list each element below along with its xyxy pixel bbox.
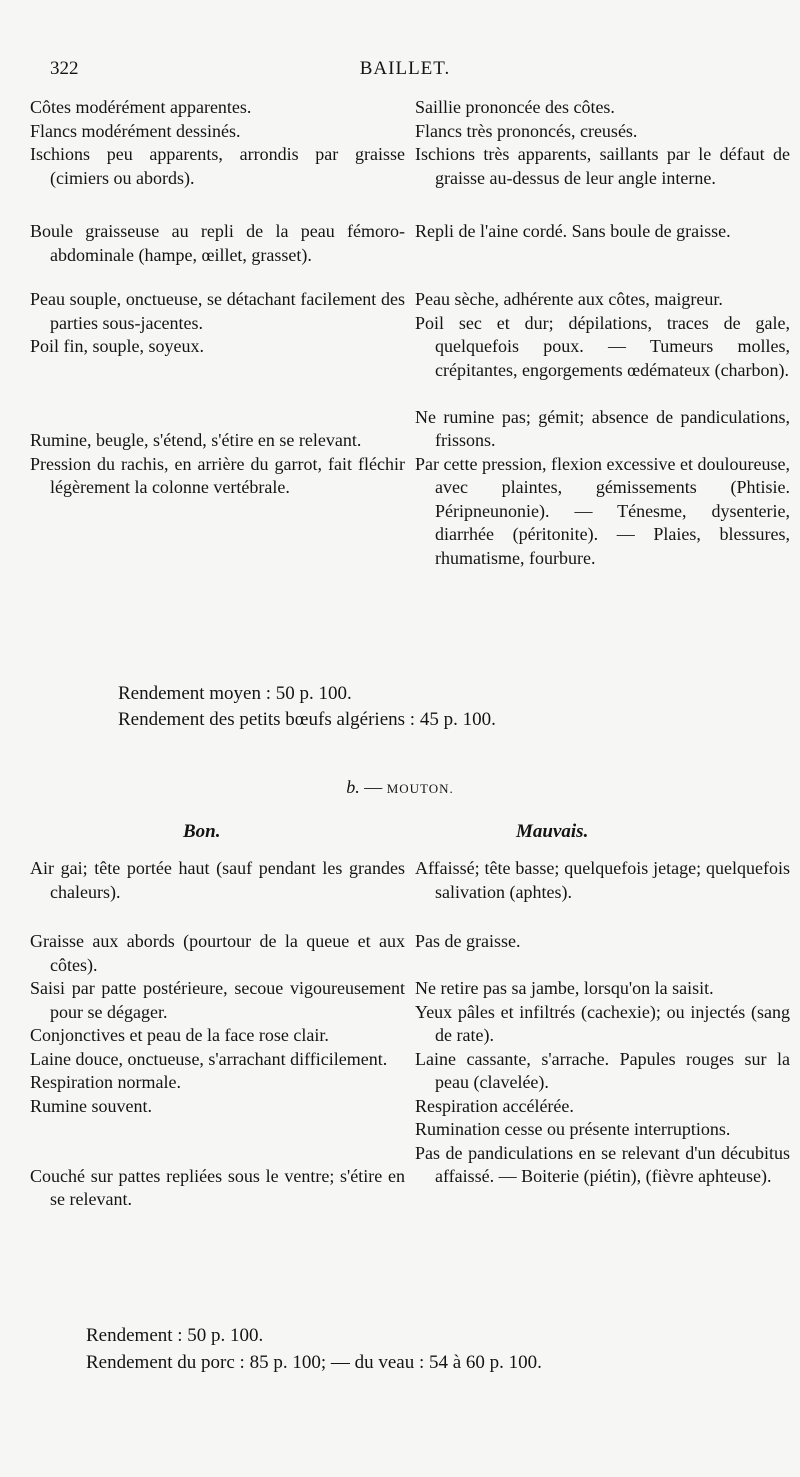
- running-title: BAILLET.: [359, 58, 451, 79]
- right-entry: Ne retire pas sa jambe, lorsqu'on la saisit.: [415, 978, 714, 998]
- left-entry: Peau souple, onctueuse, se détachant facilement des parties sous-jacentes.: [30, 289, 405, 333]
- section-b-title: MOUTON.: [386, 781, 454, 796]
- right-entry: Ischions très apparents, saillants par le défaut de graisse au-dessus de leur angle interne.: [415, 144, 790, 188]
- left-entry: Rumine souvent.: [30, 1095, 152, 1116]
- section-a-right-column: [415, 96, 790, 570]
- left-entry: Pression du rachis, en arrière du garrot, fait fléchir légèrement la colonne vertébrale.: [30, 453, 405, 497]
- left-entry: Couché sur pattes repliées sous le ventre; s'étire en se relevant.: [30, 1165, 405, 1209]
- left-entry: Laine douce, onctueuse, s'arrachant difficilement.: [30, 1048, 388, 1069]
- section-b-heading: [0, 777, 800, 798]
- right-entry: Affaissé; tête basse; quelquefois jetage; quelquefois salivation (aphtes).: [415, 858, 790, 902]
- section-b-columns: [30, 857, 790, 1212]
- section-a-columns: [30, 96, 790, 570]
- left-entry: Respiration normale.: [30, 1072, 181, 1092]
- left-entry: Saisi par patte postérieure, secoue vigoureusement pour se dégager.: [30, 978, 405, 1022]
- section-a-left-column: [30, 96, 405, 570]
- rendement-line: Rendement du porc : 85 p. 100; — du veau : 54 à 60 p. 100.: [86, 1352, 542, 1373]
- page-header: [50, 58, 760, 88]
- rendement-line: Rendement moyen : 50 p. 100.: [118, 683, 352, 704]
- column-heading-good: Bon.: [183, 821, 221, 842]
- left-entry: Ischions peu apparents, arrondis par graisse (cimiers ou abords).: [30, 144, 405, 188]
- right-entry: Ne rumine pas; gémit; absence de pandiculations, frissons.: [415, 406, 790, 450]
- rendement-line: Rendement des petits bœufs algériens : 45 p. 100.: [118, 709, 496, 730]
- rendement-line: Rendement : 50 p. 100.: [86, 1325, 264, 1346]
- right-entry: Par cette pression, flexion excessive et douloureuse, avec plaintes, gémissements (Phtisie. Péripneunonie). — Ténesme, dysenterie, diarrhée (péritonite). — Plaies, blessures, rhumatisme, fourbure.: [415, 453, 790, 568]
- left-entry: Conjonctives et peau de la face rose clair.: [30, 1025, 329, 1045]
- right-entry: Flancs très prononcés, creusés.: [415, 120, 638, 141]
- left-entry: Flancs modérément dessinés.: [30, 120, 241, 141]
- right-entry: Pas de graisse.: [415, 931, 521, 951]
- right-entry: Laine cassante, s'arrache. Papules rouges sur la peau (clavelée).: [415, 1048, 790, 1092]
- section-b-left-column: [30, 857, 405, 1212]
- column-heading-bad: Mauvais.: [516, 821, 589, 842]
- right-entry: Poil sec et dur; dépilations, traces de gale, quelquefois poux. — Tumeurs molles, crépitantes, engorgements œdémateux (charbon).: [415, 312, 790, 380]
- left-entry: Côtes modérément apparentes.: [30, 97, 252, 117]
- section-b-right-column: [415, 857, 790, 1212]
- left-entry: Graisse aux abords (pourtour de la queue et aux côtes).: [30, 931, 405, 975]
- left-entry: Rumine, beugle, s'étend, s'étire en se relevant.: [30, 430, 362, 450]
- left-entry: Poil fin, souple, soyeux.: [30, 336, 204, 356]
- section-b-letter: b.: [346, 777, 360, 797]
- right-entry: Respiration accélérée.: [415, 1095, 574, 1116]
- left-entry: Air gai; tête portée haut (sauf pendant les grandes chaleurs).: [30, 858, 405, 902]
- section-b-dash: —: [359, 777, 387, 797]
- right-entry: Saillie prononcée des côtes.: [415, 97, 615, 117]
- right-entry: Rumination cesse ou présente interruptions.: [415, 1119, 731, 1139]
- right-entry: Peau sèche, adhérente aux côtes, maigreur.: [415, 289, 723, 309]
- right-entry: Pas de pandiculations en se relevant d'un décubitus affaissé. — Boiterie (piétin), (fièvre aphteuse).: [415, 1142, 790, 1186]
- left-entry: Boule graisseuse au repli de la peau fémoro-abdominale (hampe, œillet, grasset).: [30, 221, 405, 265]
- right-entry: Yeux pâles et infiltrés (cachexie); ou injectés (sang de rate).: [415, 1001, 790, 1045]
- right-entry: Repli de l'aine cordé. Sans boule de graisse.: [415, 221, 731, 241]
- page-number: 322: [50, 58, 79, 79]
